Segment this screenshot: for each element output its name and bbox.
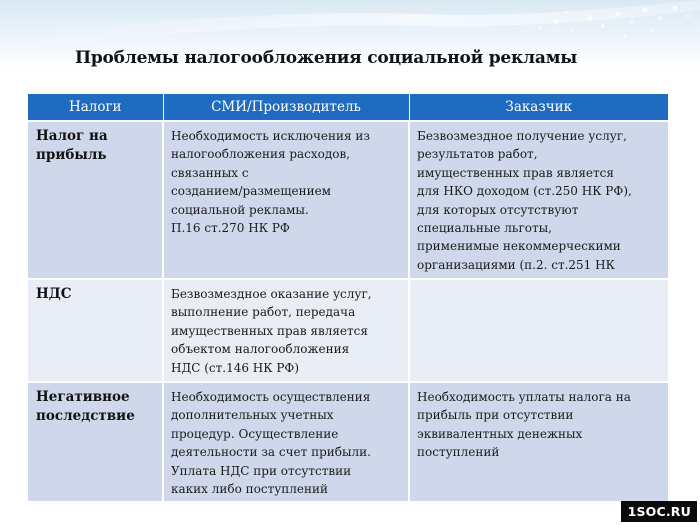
media-producer-text: Необходимость исключения из налогообложения расходов, связанных с созданием/размещением социальной рекламы. П.16 ст.270 НК РФ xyxy=(171,129,370,236)
tax-problems-table xyxy=(28,94,668,501)
media-producer-text: Безвозмездное оказание услуг, выполнение работ, передача имущественных прав является объектом налогообложения НДС (ст.146 НК РФ) xyxy=(171,287,372,375)
customer-text: Безвозмездное получение услуг, результатов работ, имущественных прав является для НКО доходом (ст.250 НК РФ), для которых отсутствуют специальные льготы, применимые некоммерческими организациями (п.2. ст.251 НК xyxy=(417,129,632,272)
header-taxes: Налоги xyxy=(28,94,163,121)
table-row-vat xyxy=(28,279,668,382)
cell-customer xyxy=(409,279,668,382)
cell-customer xyxy=(409,121,668,279)
cell-media-producer xyxy=(163,121,409,279)
customer-text: Необходимость уплаты налога на прибыль при отсутствии эквивалентных денежных поступлений xyxy=(417,390,631,460)
table-header-row xyxy=(28,94,668,121)
cell-tax-name xyxy=(28,279,163,382)
tax-name-text: НДС xyxy=(36,286,72,302)
tax-name-text: Негативное последствие xyxy=(36,389,135,424)
cell-tax-name xyxy=(28,382,163,501)
cell-media-producer xyxy=(163,382,409,501)
cell-media-producer xyxy=(163,279,409,382)
media-producer-text: Необходимость осуществления дополнительных учетных процедур. Осуществление деятельности за счет прибыли. Уплата НДС при отсутствии каких либо поступлений xyxy=(171,390,371,497)
tax-name-text: Налог на прибыль xyxy=(36,128,108,163)
cell-tax-name xyxy=(28,121,163,279)
header-customer: Заказчик xyxy=(409,94,668,121)
header-media-producer: СМИ/Производитель xyxy=(163,94,409,121)
table-row-negative-consequence xyxy=(28,382,668,501)
cell-customer xyxy=(409,382,668,501)
table-row-profit-tax xyxy=(28,121,668,279)
site-watermark: 1SOC.RU xyxy=(621,501,697,522)
slide-title: Проблемы налогообложения социальной рекламы xyxy=(75,48,578,68)
